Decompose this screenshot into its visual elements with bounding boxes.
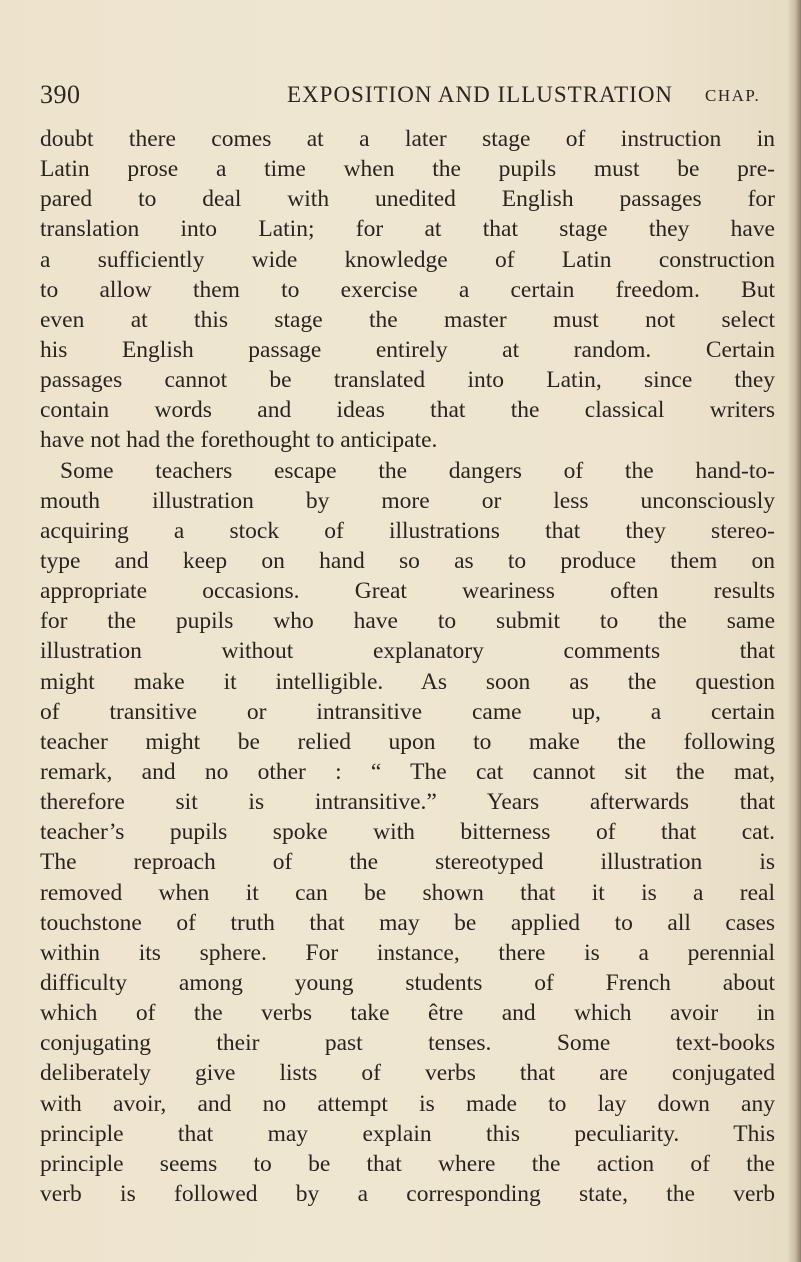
text-line: translation into Latin; for at that stage they have xyxy=(40,216,775,243)
body-text xyxy=(40,124,775,1209)
text-line: illustration without explanatory comments that xyxy=(40,638,775,665)
text-line: pared to deal with unedited English passages for xyxy=(40,186,775,213)
text-line: touchstone of truth that may be applied to all cases xyxy=(40,909,775,936)
text-line: within its sphere. For instance, there is a perennial xyxy=(40,939,775,966)
text-line: difficulty among young students of French about xyxy=(40,969,775,996)
text-line: acquiring a stock of illustrations that they stereo- xyxy=(40,517,775,544)
text-line: teacher’s pupils spoke with bitterness of that cat. xyxy=(40,819,775,846)
text-line: removed when it can be shown that it is a real xyxy=(40,879,775,906)
text-line: a sufficiently wide knowledge of Latin construction xyxy=(40,246,775,273)
page-number: 390 xyxy=(40,80,81,109)
text-line: therefore sit is intransitive.” Years afterwards that xyxy=(40,789,775,816)
chapter-label: CHAP. xyxy=(705,86,761,105)
text-line: even at this stage the master must not select xyxy=(40,306,775,333)
text-line: principle that may explain this peculiarity. This xyxy=(40,1120,775,1147)
text-line: his English passage entirely at random. Certain xyxy=(40,336,775,363)
text-line: which of the verbs take être and which avoir in xyxy=(40,1000,775,1027)
text-line: conjugating their past tenses. Some text-books xyxy=(40,1030,775,1057)
paragraph-first-line: Some teachers escape the dangers of the hand-to- xyxy=(60,457,775,484)
text-line: doubt there comes at a later stage of instruction in xyxy=(40,126,775,152)
text-line: type and keep on hand so as to produce them on xyxy=(40,547,775,574)
text-line: to allow them to exercise a certain freedom. But xyxy=(40,276,775,303)
running-head: EXPOSITION AND ILLUSTRATION xyxy=(287,82,674,107)
paragraph-last-line: have not had the forethought to anticipate. xyxy=(40,427,438,454)
text-line: passages cannot be translated into Latin, since they xyxy=(40,367,775,394)
text-line: The reproach of the stereotyped illustration is xyxy=(40,849,775,876)
text-line: principle seems to be that where the action of the xyxy=(40,1150,775,1177)
text-line: might make it intelligible. As soon as the question xyxy=(40,668,775,695)
text-line: Latin prose a time when the pupils must be pre- xyxy=(40,156,775,183)
text-line: teacher might be relied upon to make the following xyxy=(40,728,775,755)
text-line: contain words and ideas that the classical writers xyxy=(40,397,775,424)
text-line: of transitive or intransitive came up, a certain xyxy=(40,698,775,725)
text-line: appropriate occasions. Great weariness often results xyxy=(40,578,775,605)
page-header xyxy=(40,80,775,120)
text-line: with avoir, and no attempt is made to lay down any xyxy=(40,1090,775,1117)
page-edge-shadow xyxy=(787,0,801,1262)
text-line: for the pupils who have to submit to the same xyxy=(40,608,775,635)
text-line: mouth illustration by more or less unconsciously xyxy=(40,487,775,514)
text-line: remark, and no other : “ The cat cannot sit the mat, xyxy=(40,758,775,785)
text-line: deliberately give lists of verbs that are conjugated xyxy=(40,1060,775,1087)
text-line: verb is followed by a corresponding state, the verb xyxy=(40,1180,775,1207)
